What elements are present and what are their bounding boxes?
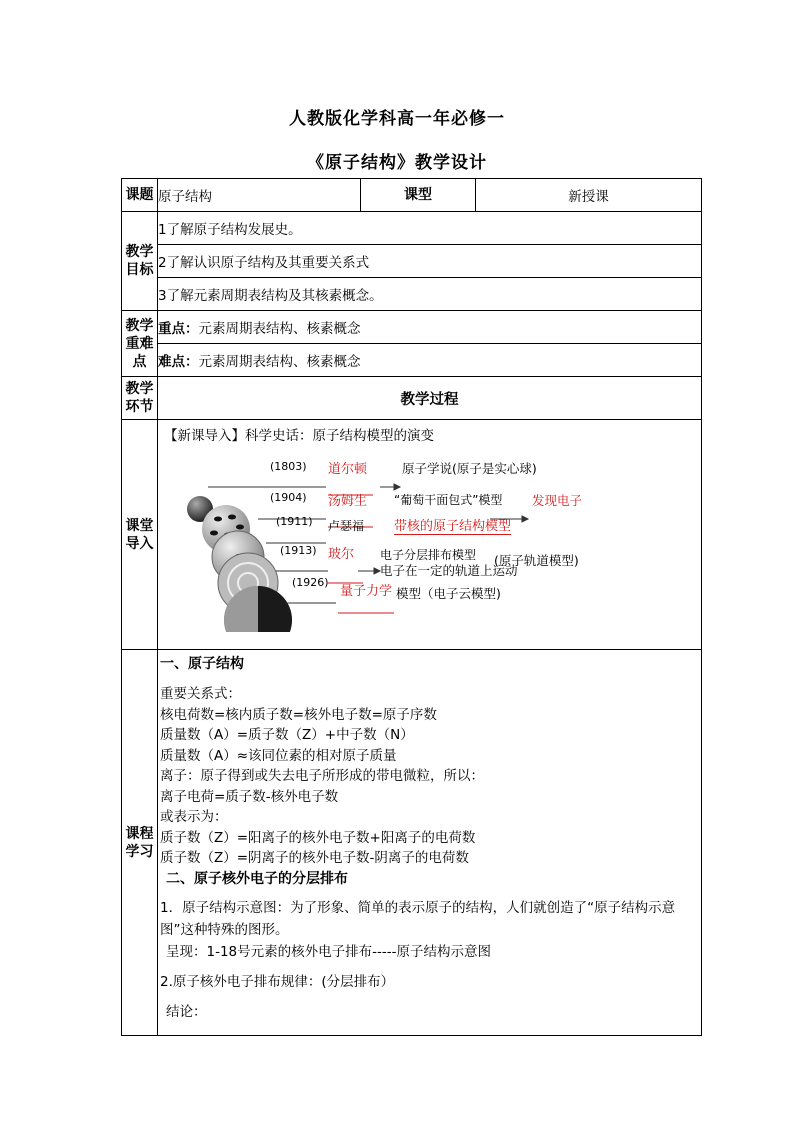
- text-line: 重要关系式：: [160, 686, 241, 702]
- goal-row: [122, 278, 702, 311]
- text-line: 质量数（A）=质子数（Z）+中子数（N）: [160, 727, 414, 743]
- paragraph: 呈现：1-18号元素的核外电子排布-----原子结构示意图: [166, 943, 491, 960]
- timeline-year: (1926): [292, 576, 329, 589]
- intro-label: 课堂导入: [122, 420, 158, 650]
- timeline-scientist: 量子力学: [340, 584, 393, 599]
- document-title: 人教版化学科高一年必修一: [289, 109, 505, 129]
- section-heading: 一、原子结构: [160, 656, 244, 672]
- atom-model-timeline: [158, 447, 701, 649]
- timeline-note: 发现电子: [532, 493, 583, 508]
- text-line: 离子：原子得到或失去电子所形成的带电微粒，所以：: [160, 768, 484, 784]
- text-line: 或表示为：: [160, 809, 228, 825]
- intro-row: [122, 420, 702, 650]
- type-value: 新授课: [476, 179, 702, 212]
- timeline-model: 电子分层排布模型: [380, 548, 477, 562]
- process-title: 教学过程: [158, 377, 702, 420]
- text-line: 质子数（Z）=阴离子的核外电子数-阴离子的电荷数: [160, 850, 469, 866]
- key-row: [122, 311, 702, 344]
- timeline-scientist: 玻尔: [328, 547, 355, 562]
- paragraph: 结论：: [166, 1003, 207, 1020]
- timeline-extra: 电子在一定的轨道上运动: [380, 563, 518, 578]
- goal-item: 3了解元素周期表结构及其核素概念。: [158, 278, 702, 311]
- text-line: 离子电荷=质子数-核外电子数: [160, 788, 339, 805]
- timeline-year: (1913): [280, 544, 317, 557]
- topic-value: 原子结构: [158, 179, 361, 212]
- goals-label: 教学目标: [122, 212, 158, 311]
- topic-label: 课题: [122, 179, 158, 212]
- process-row: [122, 377, 702, 420]
- timeline-year: (1911): [276, 515, 313, 528]
- goal-item: 1了解原子结构发展史。: [158, 212, 702, 245]
- timeline-note: (原子轨道模型): [494, 553, 579, 568]
- timeline-note: 带核的原子结构模型: [394, 515, 511, 535]
- document-subtitle: 《原子结构》教学设计: [307, 153, 487, 173]
- section-heading: 二、原子核外电子的分层排布: [166, 870, 348, 887]
- relation-lines: [160, 684, 699, 869]
- lesson-table: [121, 178, 702, 1036]
- timeline-year: (1904): [270, 491, 307, 504]
- study-label: 课程学习: [122, 650, 158, 1036]
- difficult-point-text: 元素周期表结构、核素概念: [198, 354, 361, 370]
- text-line: 质量数（A）≈该同位素的相对原子质量: [160, 747, 397, 764]
- goal-item: 2了解认识原子结构及其重要关系式: [158, 245, 702, 278]
- timeline-scientist: 卢瑟福: [328, 519, 365, 533]
- paragraph: 2.原子核外电子排布规律：(分层排布）: [160, 973, 395, 990]
- timeline-scientist: 汤姆生: [328, 494, 368, 509]
- type-label: 课型: [361, 179, 476, 212]
- study-row: [122, 650, 702, 1036]
- process-label: 教学环节: [122, 377, 158, 420]
- text-line: 核电荷数=核内质子数=核外电子数=原子序数: [160, 706, 437, 723]
- topic-row: [122, 179, 702, 212]
- timeline-model: “葡萄干面包式”模型: [394, 493, 503, 507]
- intro-heading: 【新课导入】科学史话：原子结构模型的演变: [164, 428, 434, 444]
- goal-row: [122, 212, 702, 245]
- key-point-label: 重点：: [158, 321, 199, 337]
- difficult-point-label: 难点：: [158, 354, 199, 370]
- timeline-model: 原子学说(原子是实心球): [402, 461, 537, 476]
- key-point-text: 元素周期表结构、核素概念: [198, 321, 361, 337]
- timeline-model: 模型（电子云模型): [396, 586, 501, 601]
- paragraph: 1．原子结构示意图：为了形象、简单的表示原子的结构，人们就创造了“原子结构示意图”这种特殊的图形。: [160, 899, 676, 938]
- goal-row: [122, 245, 702, 278]
- timeline-scientist: 道尔顿: [328, 462, 368, 477]
- timeline-year: (1803): [270, 460, 307, 473]
- text-line: 质子数（Z）=阳离子的核外电子数+阳离子的电荷数: [160, 829, 476, 846]
- difficult-row: [122, 344, 702, 377]
- keypoints-label: 教学重难点: [122, 311, 158, 377]
